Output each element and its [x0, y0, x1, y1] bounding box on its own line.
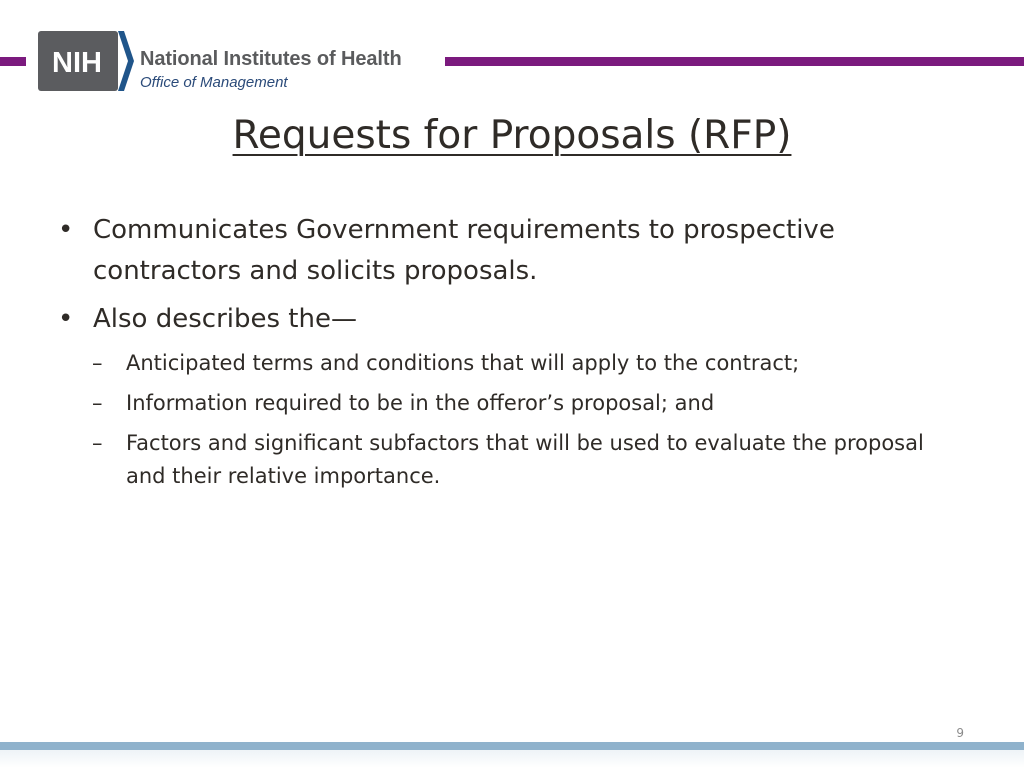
- sub-bullet-item: [58, 347, 938, 380]
- org-name: National Institutes of Health: [140, 48, 402, 70]
- slide-title: Requests for Proposals (RFP): [232, 113, 792, 158]
- sub-bullet-text: Anticipated terms and conditions that will apply to the contract;: [126, 351, 800, 375]
- bullet-text: Communicates Government requirements to prospective contractors and solicits proposals.: [93, 215, 835, 286]
- slide-body: [58, 210, 938, 500]
- sub-bullet-marker: –: [92, 351, 103, 375]
- bullet-item: [58, 299, 938, 340]
- bullet-item: [58, 210, 938, 292]
- sub-bullet-item: [58, 427, 938, 493]
- bullet-marker: •: [58, 215, 74, 245]
- footer-shadow: [0, 750, 1024, 768]
- sub-bullet-marker: –: [92, 391, 103, 415]
- header-rule-left: [0, 57, 26, 66]
- sub-bullet-item: [58, 387, 938, 420]
- bullet-marker: •: [58, 304, 74, 334]
- nih-logo-icon: [38, 31, 134, 91]
- header-rule-right: [445, 57, 1024, 66]
- slide-title-container: [0, 113, 1024, 158]
- nih-logo-text: NIH: [52, 47, 102, 79]
- sub-bullet-text: Factors and significant subfactors that will be used to evaluate the proposal and their relative importance.: [126, 431, 924, 488]
- page-number: 9: [956, 726, 964, 740]
- org-subtitle: Office of Management: [140, 74, 288, 91]
- sub-bullet-text: Information required to be in the offeror’s proposal; and: [126, 391, 715, 415]
- footer-bar: [0, 742, 1024, 750]
- bullet-text: Also describes the—: [93, 304, 357, 334]
- sub-bullet-marker: –: [92, 431, 103, 455]
